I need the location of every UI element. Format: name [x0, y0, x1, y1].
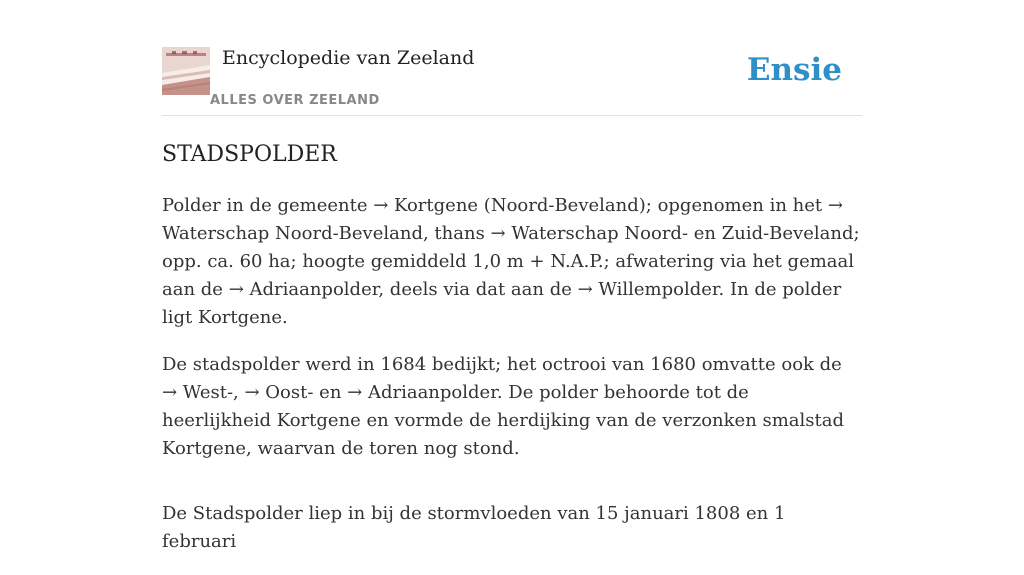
- paragraph-text: De Stadspolder liep in bij de stormvloeden van 15 januari 1808 en 1 februari: [162, 503, 786, 552]
- book-image-icon: [162, 47, 210, 95]
- link-adriaanpolder[interactable]: → Adriaanpolder: [347, 382, 497, 403]
- article-body: [162, 192, 862, 575]
- site-title[interactable]: Encyclopedie van Zeeland: [222, 47, 475, 69]
- link-oostpolder[interactable]: → Oost-: [244, 382, 314, 403]
- paragraph-text: en: [313, 382, 348, 403]
- paragraph-text: ; opp. ca. 60 ha; hoogte gemiddeld 1,0 m + N.A.P.; afwatering via het gemaal aan de: [162, 223, 860, 300]
- link-waterschap-noord-en-zuid-beveland[interactable]: → Waterschap Noord- en Zuid-Beveland: [490, 223, 854, 244]
- paragraph-text: , deels via dat aan de: [378, 279, 578, 300]
- content-container: [162, 0, 862, 552]
- ensie-brand-link[interactable]: Ensie: [746, 52, 842, 88]
- article-paragraph: [162, 500, 862, 556]
- paragraph-text: Polder in de gemeente: [162, 195, 374, 216]
- article-title: STADSPOLDER: [162, 142, 337, 167]
- paragraph-text: ,: [233, 382, 245, 403]
- paragraph-text: (Noord-Beveland); opgenomen in het: [478, 195, 828, 216]
- article-paragraph: [162, 192, 862, 332]
- link-waterschap-noord-beveland[interactable]: → Waterschap Noord-Beveland: [162, 195, 843, 244]
- site-tagline: ALLES OVER ZEELAND: [210, 93, 380, 108]
- link-willempolder[interactable]: → Willempolder: [577, 279, 719, 300]
- site-logo-avatar[interactable]: [162, 47, 210, 95]
- link-westpolder[interactable]: → West-: [162, 382, 234, 403]
- link-adriaanpolder[interactable]: → Adriaanpolder: [228, 279, 379, 300]
- paragraph-text: . De polder behoorde tot de heerlijkheid Kortgene en vormde de herdijking van de verzonken smalstad Kortgene, waarvan de toren nog stond.: [162, 382, 845, 459]
- article-paragraph: [162, 351, 862, 463]
- site-header: [162, 0, 862, 116]
- paragraph-text: De stadspolder werd in 1684 bedijkt; het octrooi van 1680 omvatte ook de: [162, 354, 842, 375]
- link-kortgene[interactable]: → Kortgene: [373, 195, 479, 216]
- paragraph-text: . In de polder ligt Kortgene.: [162, 279, 842, 328]
- paragraph-text: , thans: [422, 223, 491, 244]
